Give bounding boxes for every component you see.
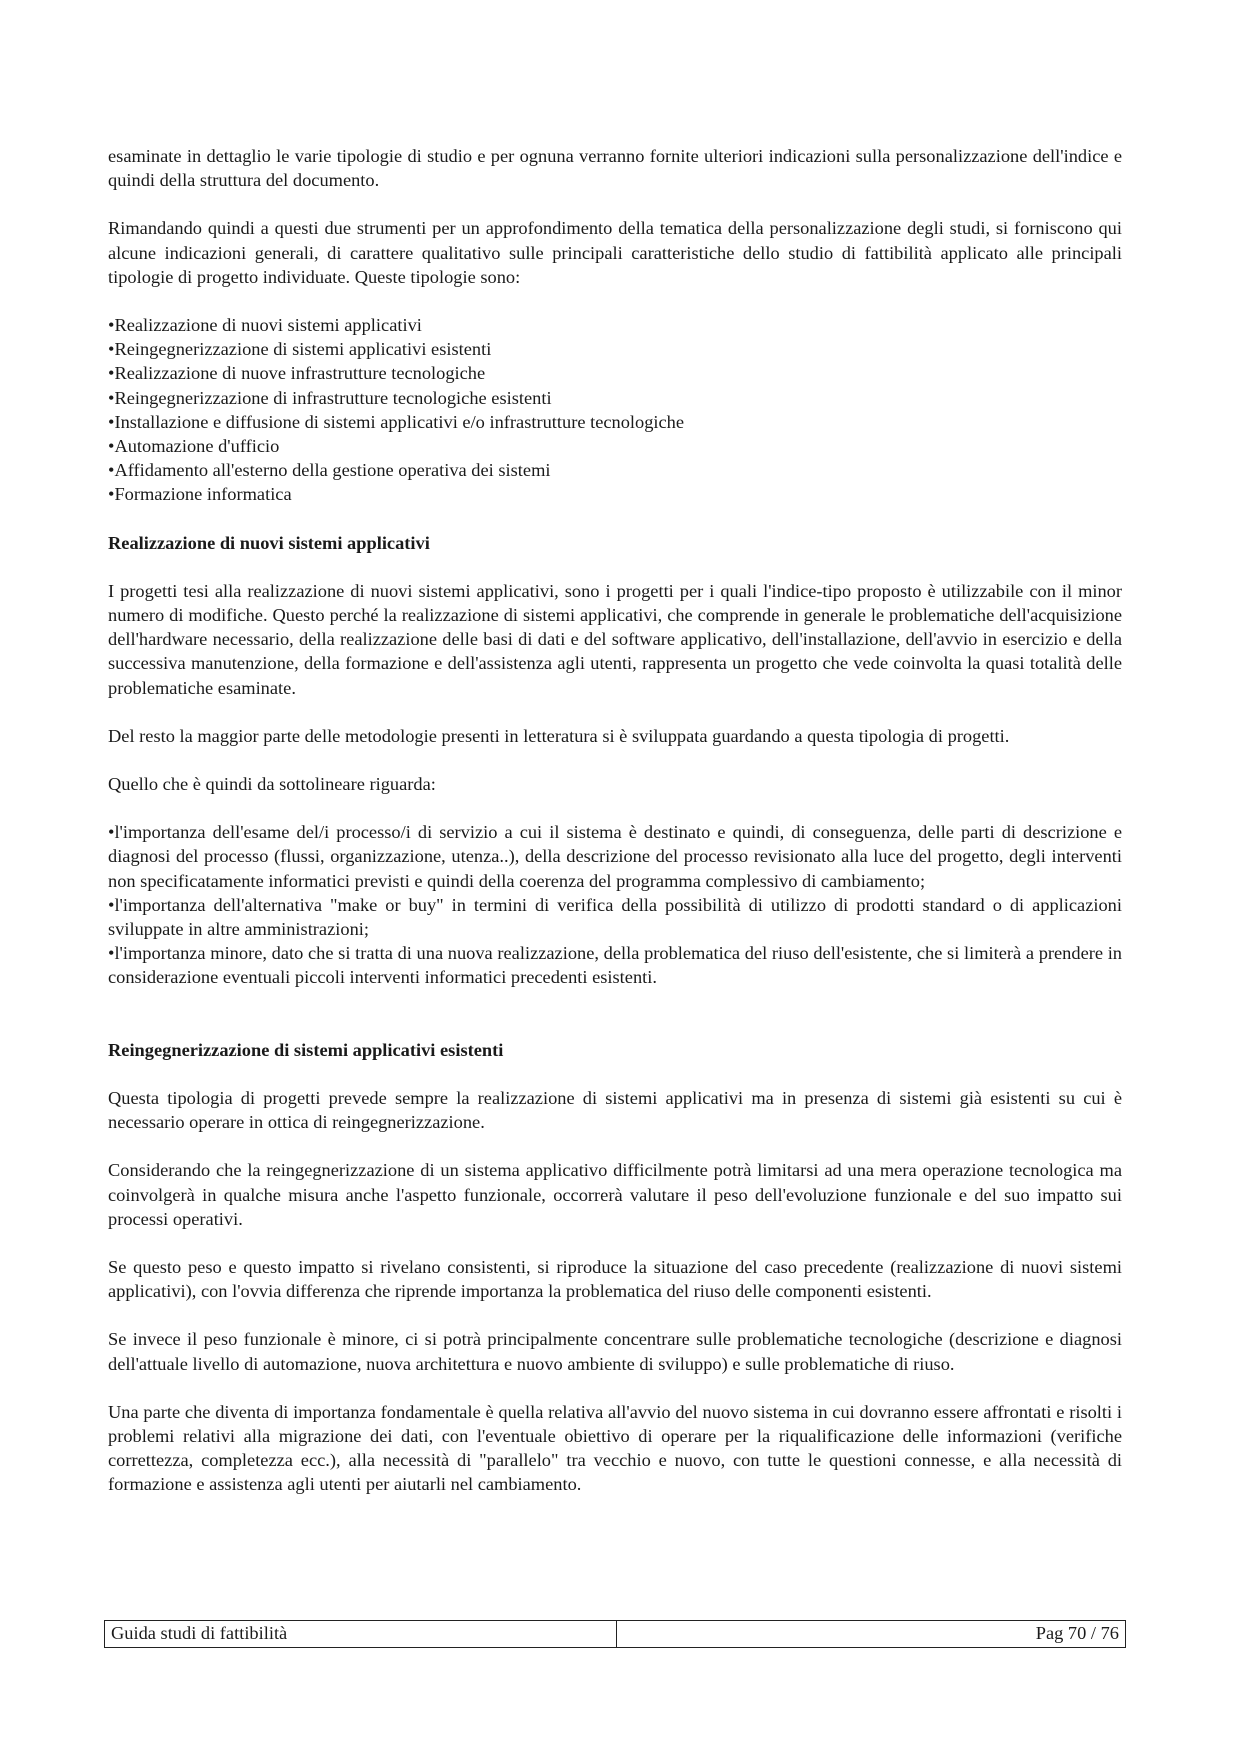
section2-paragraph-5: Una parte che diventa di importanza fondamentale è quella relativa all'avvio del nuovo sistema in cui dovranno essere affrontati e risolti i problemi relativi alla migrazione dei dati, con l'eventuale obiettivo di operare per la riqualificazione delle informazioni (verifiche correttezza, completezza ecc.), alla necessità di "parallelo" tra vecchio e nuovo, con tutte le questioni connesse, e alla necessità di formazione e assistenza agli utenti per aiutarli nel cambiamento.: [108, 1401, 1122, 1495]
bullet-item: •l'importanza minore, dato che si tratta di una nuova realizzazione, della problematica del riuso dell'esistente, che si limiterà a prendere in considerazione eventuali piccoli interventi informatici precedenti esistenti.: [108, 943, 1122, 988]
section1-bullet-list: [108, 820, 1122, 989]
list-item: •Realizzazione di nuove infrastrutture tecnologiche: [108, 363, 486, 384]
section1-paragraph-2: Del resto la maggior parte delle metodologie presenti in letteratura si è sviluppata guardando a questa tipologia di progetti.: [108, 725, 1010, 746]
spacer: [108, 1014, 1122, 1038]
section1-paragraph-3: Quello che è quindi da sottolineare riguarda:: [108, 774, 436, 795]
page-content: [108, 144, 1122, 1521]
list-item: •Realizzazione di nuovi sistemi applicativi: [108, 315, 422, 336]
list-item: •Reingegnerizzazione di infrastrutture tecnologiche esistenti: [108, 387, 552, 408]
bullet-item: •l'importanza dell'alternativa "make or buy" in termini di verifica della possibilità di utilizzo di prodotti standard o di applicazioni sviluppate in altre amministrazioni;: [108, 894, 1122, 940]
bullet-item: •l'importanza dell'esame del/i processo/i di servizio a cui il sistema è destinato e quindi, di conseguenza, delle parti di descrizione e diagnosi del processo (flussi, organizzazione, utenza..), della descrizione del processo revisionato alla luce del progetto, degli interventi non specificatamente informatici previsti e quindi della coerenza del programma complessivo di cambiamento;: [108, 822, 1122, 891]
page-footer: [104, 1620, 1126, 1648]
section2-paragraph-1: Questa tipologia di progetti prevede sempre la realizzazione di sistemi applicativi ma in presenza di sistemi già esistenti su cui è necessario operare in ottica di reingegnerizzazione.: [108, 1087, 1122, 1133]
section-heading-new-systems: Realizzazione di nuovi sistemi applicativi: [108, 532, 430, 553]
list-item: •Automazione d'ufficio: [108, 436, 280, 457]
intro-paragraph-2: Rimandando quindi a questi due strumenti per un approfondimento della tematica della personalizzazione degli studi, si forniscono qui alcune indicazioni generali, di carattere qualitativo sulle principali caratteristiche dello studio di fattibilità applicato alle principali tipologie di progetto individuate. Queste tipologie sono:: [108, 218, 1122, 287]
section-heading-reengineering: Reingegnerizzazione di sistemi applicativi esistenti: [108, 1039, 504, 1060]
section2-paragraph-2: Considerando che la reingegnerizzazione di un sistema applicativo difficilmente potrà limitarsi ad una mera operazione tecnologica ma coinvolgerà in qualche misura anche l'aspetto funzionale, occorrerà valutare il peso dell'evoluzione funzionale e del suo impatto sui processi operativi.: [108, 1160, 1122, 1229]
intro-paragraph-1: esaminate in dettaglio le varie tipologie di studio e per ognuna verranno fornite ulteriori indicazioni sulla personalizzazione dell'indice e quindi della struttura del documento.: [108, 146, 1122, 191]
footer-document-title: Guida studi di fattibilità: [105, 1621, 617, 1647]
list-item: •Affidamento all'esterno della gestione operativa dei sistemi: [108, 460, 551, 481]
section1-paragraph-1: I progetti tesi alla realizzazione di nuovi sistemi applicativi, sono i progetti per i quali l'indice-tipo proposto è utilizzabile con il minor numero di modifiche. Questo perché la realizzazione di sistemi applicativi, che comprende in generale le problematiche dell'acquisizione dell'hardware necessario, della realizzazione delle basi di dati e del software applicativo, dell'installazione, dell'avvio in esercizio e della successiva manutenzione, della formazione e dell'assistenza agli utenti, rappresenta un progetto che vede coinvolta la quasi totalità delle problematiche esaminate.: [108, 580, 1122, 698]
footer-page-number: Pag 70 / 76: [1035, 1623, 1119, 1643]
list-item: •Reingegnerizzazione di sistemi applicativi esistenti: [108, 339, 492, 360]
list-item: •Formazione informatica: [108, 484, 292, 505]
list-item: •Installazione e diffusione di sistemi applicativi e/o infrastrutture tecnologiche: [108, 411, 685, 432]
section2-paragraph-3: Se questo peso e questo impatto si rivelano consistenti, si riproduce la situazione del caso precedente (realizzazione di nuovi sistemi applicativi), con l'ovvia differenza che riprende importanza la problematica del riuso delle componenti esistenti.: [108, 1256, 1122, 1302]
section2-paragraph-4: Se invece il peso funzionale è minore, ci si potrà principalmente concentrare sulle problematiche tecnologiche (descrizione e diagnosi dell'attuale livello di automazione, nuova architettura e nuovo ambiente di sviluppo) e sulle problematiche di riuso.: [108, 1329, 1122, 1374]
project-types-list: [108, 313, 1122, 507]
